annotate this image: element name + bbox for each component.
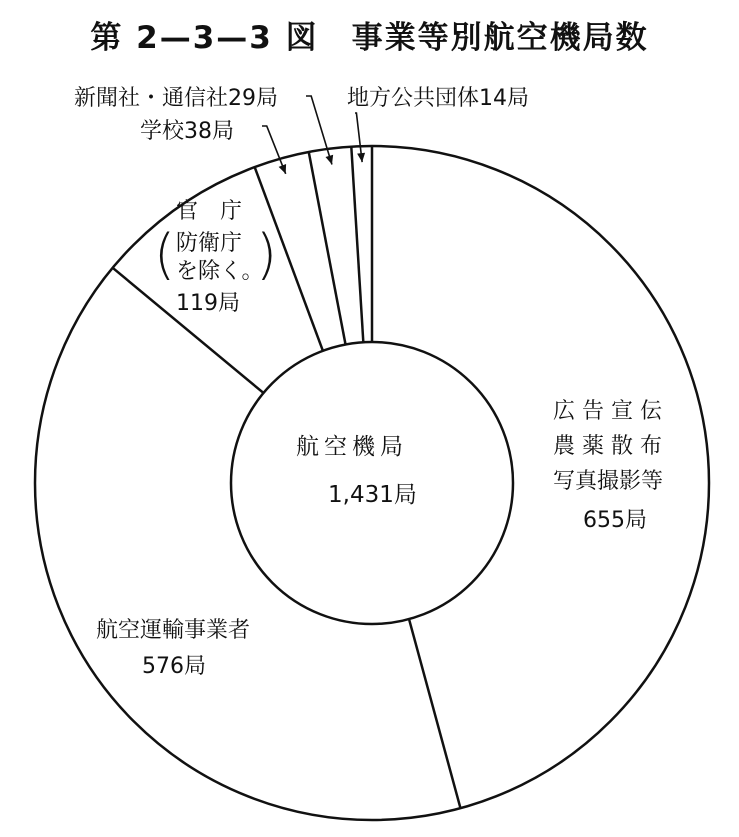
slice-label-government-line2: 防衛庁 <box>176 231 243 256</box>
slice-value-advertising: 655局 <box>583 508 647 533</box>
slice-label-air-transport: 航空運輸事業者 <box>96 618 251 643</box>
slice-label-local-government: 地方公共団体14局 <box>347 86 529 111</box>
center-label-value: 1,431局 <box>328 482 417 508</box>
center-label-name: 航空機局 <box>296 434 408 460</box>
slice-value-government: 119局 <box>176 291 240 316</box>
leader-school-arrowhead <box>279 164 286 174</box>
paren-open: ( <box>154 223 176 286</box>
slice-value-air-transport: 576局 <box>142 654 206 679</box>
slice-label-newspaper: 新聞社・通信社29局 <box>74 86 278 111</box>
chart-title: 第 2—3—3 図 事業等別航空機局数 <box>90 20 649 56</box>
paren-close: ) <box>256 223 278 286</box>
slice-label-advertising-line3: 写真撮影等 <box>553 469 664 494</box>
leader-newspaper-arrowhead <box>325 155 333 165</box>
slice-label-advertising-line2: 農 薬 散 布 <box>553 434 662 459</box>
slice-label-school: 学校38局 <box>140 119 234 144</box>
slice-boundary-local-government <box>351 147 363 343</box>
slice-boundary-air-transport <box>409 619 460 808</box>
slice-label-government-line3: を除く。 <box>176 259 264 284</box>
slice-label-advertising-line1: 広 告 宣 伝 <box>553 399 662 424</box>
leader-local-government-arrowhead <box>357 153 365 162</box>
slice-boundary-newspaper <box>309 152 346 345</box>
slice-label-government-line1: 官 庁 <box>176 199 243 224</box>
